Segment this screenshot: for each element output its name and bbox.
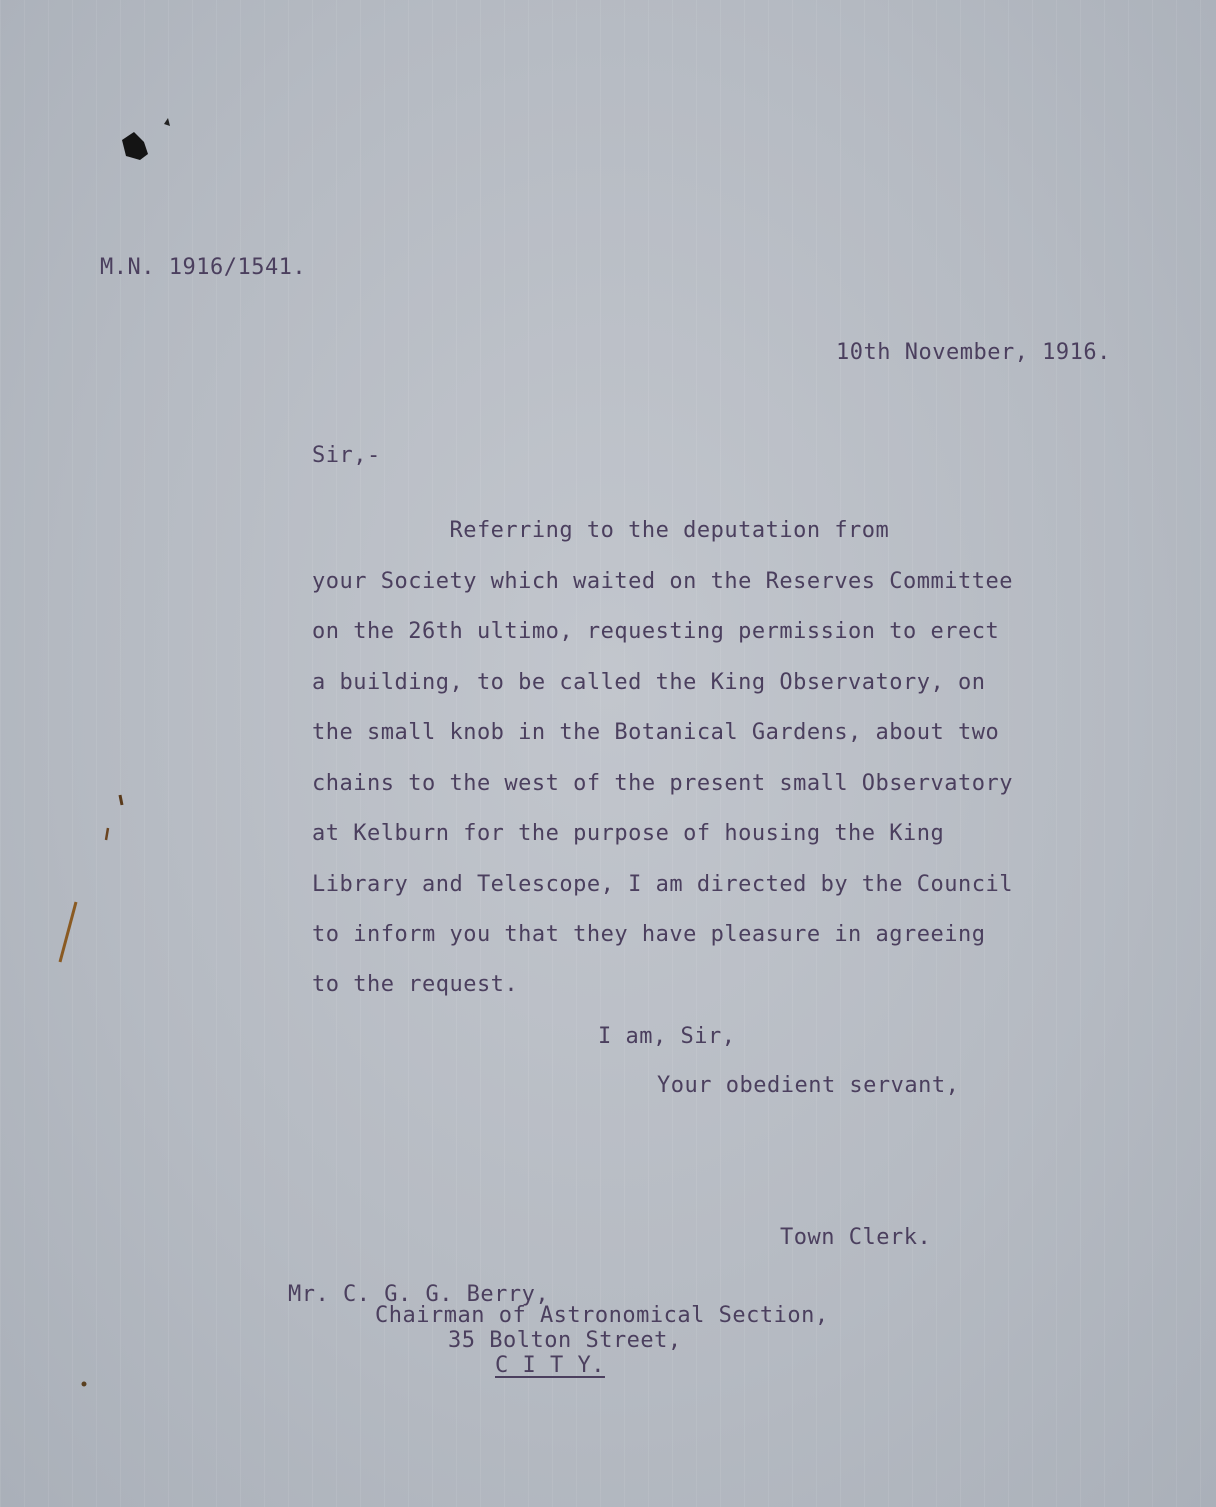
addressee-title: Chairman of Astronomical Section, (375, 1303, 829, 1328)
body-line: a building, to be called the King Observatory, on (312, 670, 986, 695)
reference-number: M.N. 1916/1541. (100, 255, 307, 280)
body-line: at Kelburn for the purpose of housing the King (312, 821, 945, 846)
addressee-name: Mr. C. G. G. Berry, (288, 1282, 550, 1307)
closing-line: I am, Sir, (598, 1024, 736, 1049)
closing-line: Your obedient servant, (657, 1073, 960, 1098)
body-line: Referring to the deputation from (312, 518, 890, 543)
body-line: chains to the west of the present small Observatory (312, 771, 1014, 796)
addressee-city: C I T Y. (495, 1353, 605, 1378)
rust-stain-mark (50, 790, 130, 970)
salutation: Sir,- (312, 443, 381, 468)
body-line: Library and Telescope, I am directed by the Council (312, 872, 1014, 897)
signature-title: Town Clerk. (780, 1225, 932, 1250)
letter-date: 10th November, 1916. (836, 340, 1111, 365)
body-line: on the 26th ultimo, requesting permission to erect (312, 619, 1000, 644)
addressee-street: 35 Bolton Street, (448, 1328, 682, 1353)
body-line: to the request. (312, 972, 519, 997)
body-line: the small knob in the Botanical Gardens, about two (312, 720, 1000, 745)
body-line: your Society which waited on the Reserves Committee (312, 569, 1014, 594)
ink-dot-mark (80, 1380, 90, 1390)
body-line: to inform you that they have pleasure in agreeing (312, 922, 986, 947)
punch-hole-mark (112, 118, 182, 168)
